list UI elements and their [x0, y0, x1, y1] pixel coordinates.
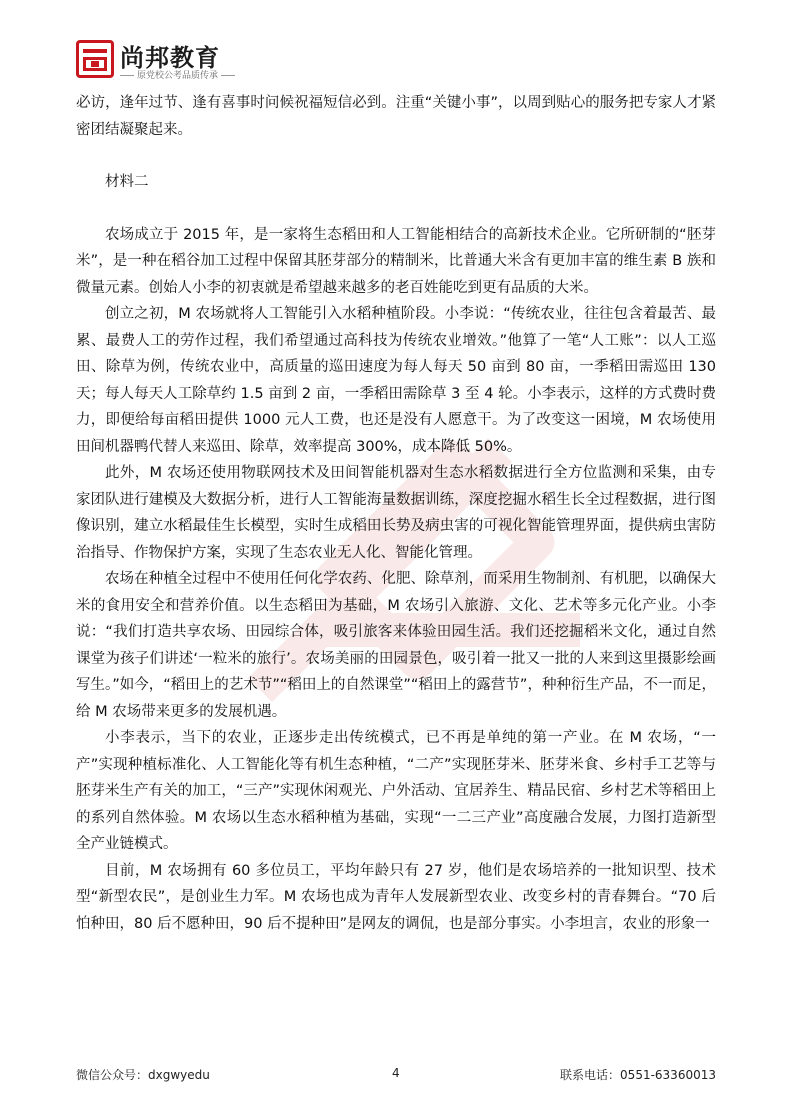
- paragraph: 农场成立于 2015 年，是一家将生态稻田和人工智能相结合的高新技术企业。它所研制的“胚芽米”，是一种在稻谷加工过程中保留其胚芽部分的精制米，比普通大米含有更加丰富的维生素 B 族和微量元素。创始人小李的初衷就是希望越来越多的老百姓能吃到更有品质的大米。: [76, 226, 716, 296]
- paragraph: 目前，M 农场拥有 60 多位员工，平均年龄只有 27 岁，他们是农场培养的一批知识型、技术型“新型农民”，是创业生力军。M 农场也成为青年人发展新型农业、改变乡村的青春舞台。“70 后怕种田，80 后不愿种田，90 后不提种田”是网友的调侃，也是部分事实。小李坦言，农业的形象一: [76, 862, 716, 932]
- page-footer: [76, 1066, 716, 1086]
- footer-phone: 联系电话：0551-63360013: [560, 1068, 716, 1082]
- document-body: [76, 90, 716, 937]
- header-logo: [76, 40, 246, 90]
- page-number: 4: [392, 1066, 400, 1080]
- paragraph: 此外，M 农场还使用物联网技术及田间智能机器对生态水稻数据进行全方位监测和采集，由专家团队进行建模及大数据分析，进行人工智能海量数据训练，深度挖掘水稻生长全过程数据，进行图像识别，建立水稻最佳生长模型，实时生成稻田长势及病虫害的可视化智能管理界面，提供病虫害防治指导、作物保护方案，实现了生态农业无人化、智能化管理。: [76, 465, 716, 561]
- footer-wechat: 微信公众号：dxgwyedu: [76, 1068, 210, 1082]
- paragraph: 创立之初，M 农场就将人工智能引入水稻种植阶段。小李说：“传统农业，往往包含着最苦、最累、最费人工的劳作过程，我们希望通过高科技为传统农业增效。”他算了一笔“人工账”：以人工巡田、除草为例，传统农业中，高质量的巡田速度为每人每天 50 亩到 80 亩，一季稻田需巡田 130 天；每人每天人工除草约 1.5 亩到 2 亩，一季稻田需除草 3 至 4 轮。小李表示，这样的方式费时费力，即便给每亩稻田提供 1000 元人工费，也还是没有人愿意干。为了改变这一困境，M 农场使用田间机器鸭代替人来巡田、除草，效率提高 300%，成本降低 50%。: [76, 306, 716, 455]
- paragraph: 农场在种植全过程中不使用任何化学农药、化肥、除草剂，而采用生物制剂、有机肥，以确保大米的食用安全和营养价值。以生态稻田为基础，M 农场引入旅游、文化、艺术等多元化产业。小李说：“我们打造共享农场、田园综合体，吸引旅客来体验田园生活。我们还挖掘稻米文化，通过自然课堂为孩子们讲述‘一粒米的旅行’。农场美丽的田园景色，吸引着一批又一批的人来到这里摄影绘画写生。”如今，“稻田上的艺术节”“稻田上的自然课堂”“稻田上的露营节”，种种衍生产品，不一而足，给 M 农场带来更多的发展机遇。: [76, 571, 716, 720]
- section-heading: 材料二: [105, 174, 149, 190]
- brand-name: 尚邦教育: [120, 44, 220, 72]
- paragraph-continued: 必访，逢年过节、逢有喜事时问候祝福短信必到。注重“关键小事”，以周到贴心的服务把专家人才紧密团结凝聚起来。: [76, 95, 716, 138]
- brand-logo-icon: [76, 40, 114, 78]
- brand-tagline: 原党校公考品质传承: [120, 68, 235, 81]
- paragraph: 小李表示，当下的农业，正逐步走出传统模式，已不再是单纯的第一产业。在 M 农场，“一产”实现种植标准化、人工智能化等有机生态种植，“二产”实现胚芽米、胚芽米食、乡村手工艺等与胚芽米生产有关的加工，“三产”实现休闲观光、户外活动、宜居养生、精品民宿、乡村艺术等稻田上的系列自然体验。M 农场以生态水稻种植为基础，实现“一二三产业”高度融合发展，力图打造新型全产业链模式。: [76, 730, 716, 852]
